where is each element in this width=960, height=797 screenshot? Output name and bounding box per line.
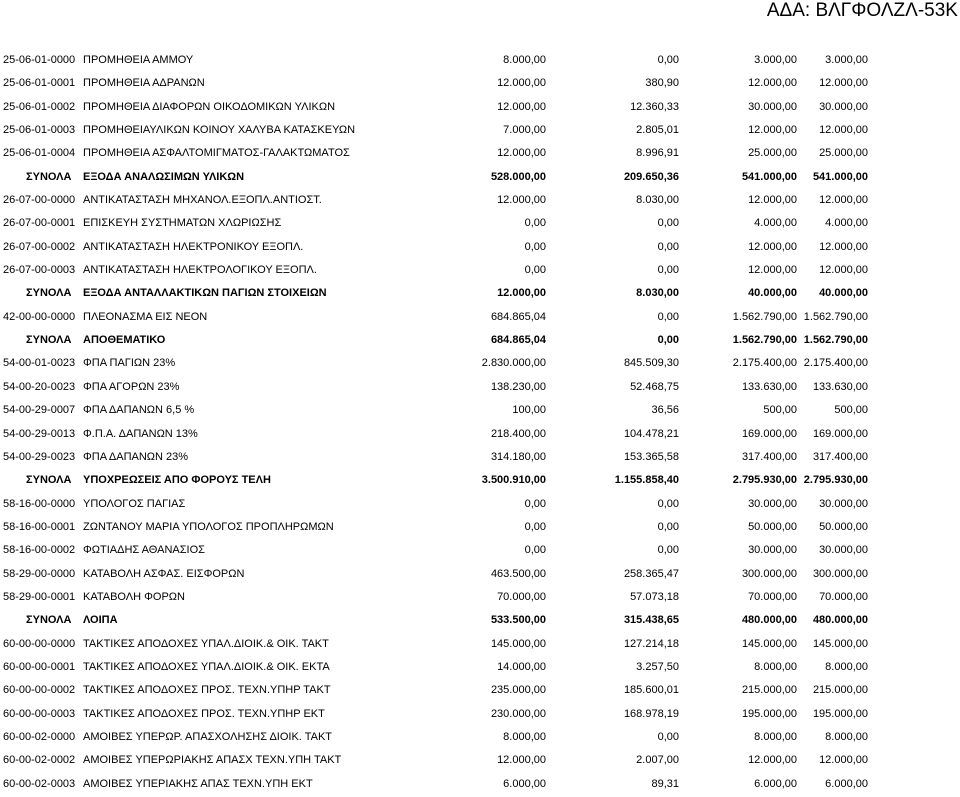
account-description: ΠΡΟΜΗΘΕΙΑ ΑΔΡΑΝΩΝ — [83, 77, 205, 90]
amount-proposed: 1.562.790,00 — [732, 310, 797, 323]
amount-budget: 230.000,00 — [490, 707, 546, 720]
table-row — [0, 447, 960, 470]
account-code: 26-07-00-0003 — [3, 264, 76, 277]
amount-realized: 0,00 — [657, 264, 679, 277]
table-row — [0, 260, 960, 283]
account-description: ΤΑΚΤΙΚΕΣ ΑΠΟΔΟΧΕΣ ΠΡΟΣ. ΤΕΧΝ.ΥΠΗΡ ΤΑΚΤ — [83, 684, 331, 697]
account-description: ΕΠΙΣΚΕΥΗ ΣΥΣΤΗΜΑΤΩΝ ΧΛΩΡΙΩΣΗΣ — [83, 217, 282, 230]
account-description: ΑΝΤΙΚΑΤΑΣΤΑΣΗ ΗΛΕΚΤΡΟΛΟΓΙΚΟΥ ΕΞΟΠΛ. — [83, 264, 317, 277]
account-code: ΣΥΝΟΛΑ — [26, 287, 72, 300]
amount-approved: 30.000,00 — [819, 544, 868, 557]
amount-budget: 138.230,00 — [490, 380, 546, 393]
amount-realized: 1.155.858,40 — [614, 474, 679, 487]
amount-realized: 8.030,00 — [636, 287, 679, 300]
amount-proposed: 30.000,00 — [748, 100, 797, 113]
amount-proposed: 1.562.790,00 — [732, 334, 797, 347]
amount-approved: 317.400,00 — [812, 450, 868, 463]
amount-realized: 127.214,18 — [623, 637, 679, 650]
amount-realized: 8.030,00 — [636, 194, 679, 207]
account-description: ΚΑΤΑΒΟΛΗ ΑΣΦΑΣ. ΕΙΣΦΟΡΩΝ — [83, 567, 245, 580]
amount-budget: 12.000,00 — [497, 77, 546, 90]
amount-realized: 12.360,33 — [630, 100, 679, 113]
table-row — [0, 564, 960, 587]
amount-realized: 0,00 — [657, 217, 679, 230]
account-code: 58-29-00-0000 — [3, 567, 76, 580]
amount-approved: 8.000,00 — [825, 660, 868, 673]
amount-approved: 1.562.790,00 — [803, 310, 868, 323]
account-code: 58-16-00-0001 — [3, 520, 76, 533]
account-description: ΦΠΑ ΔΑΠΑΝΩΝ 23% — [83, 450, 189, 463]
table-row — [0, 680, 960, 703]
table-row — [0, 517, 960, 540]
amount-approved: 70.000,00 — [819, 590, 868, 603]
account-code: 60-00-02-0000 — [3, 730, 76, 743]
amount-budget: 6.000,00 — [503, 777, 546, 790]
table-row — [0, 73, 960, 96]
account-code: 60-00-00-0001 — [3, 660, 76, 673]
table-row — [0, 424, 960, 447]
account-code: 60-00-02-0002 — [3, 754, 76, 767]
account-code: 26-07-00-0002 — [3, 240, 76, 253]
amount-proposed: 12.000,00 — [748, 240, 797, 253]
amount-realized: 57.073,18 — [630, 590, 679, 603]
amount-proposed: 133.630,00 — [741, 380, 797, 393]
amount-approved: 12.000,00 — [819, 124, 868, 137]
account-code: 26-07-00-0001 — [3, 217, 76, 230]
amount-realized: 0,00 — [657, 730, 679, 743]
amount-approved: 2.795.930,00 — [803, 474, 868, 487]
account-code: 60-00-00-0000 — [3, 637, 76, 650]
amount-budget: 0,00 — [524, 217, 546, 230]
amount-proposed: 25.000,00 — [748, 147, 797, 160]
amount-proposed: 195.000,00 — [741, 707, 797, 720]
amount-approved: 195.000,00 — [812, 707, 868, 720]
amount-approved: 40.000,00 — [819, 287, 868, 300]
totals-row — [0, 330, 960, 353]
account-description: ΦΠΑ ΠΑΓΙΩΝ 23% — [83, 357, 176, 370]
table-row — [0, 120, 960, 143]
account-code: 25-06-01-0002 — [3, 100, 76, 113]
account-description: ΠΡΟΜΗΘΕΙΑ ΑΣΦΑΛΤΟΜΙΓΜΑΤΟΣ-ΓΑΛΑΚΤΩΜΑΤΟΣ — [83, 147, 350, 160]
amount-approved: 30.000,00 — [819, 497, 868, 510]
table-row — [0, 143, 960, 166]
amount-budget: 0,00 — [524, 544, 546, 557]
amount-approved: 30.000,00 — [819, 100, 868, 113]
amount-proposed: 2.795.930,00 — [732, 474, 797, 487]
amount-budget: 463.500,00 — [490, 567, 546, 580]
amount-budget: 0,00 — [524, 264, 546, 277]
account-description: ΦΠΑ ΔΑΠΑΝΩΝ 6,5 % — [83, 404, 195, 417]
account-description: ΑΠΟΘΕΜΑΤΙΚΟ — [83, 334, 166, 347]
account-description: ΥΠΟΧΡΕΩΣΕΙΣ ΑΠΟ ΦΟΡΟΥΣ ΤΕΛΗ — [83, 474, 271, 487]
amount-realized: 52.468,75 — [630, 380, 679, 393]
ledger-table — [0, 50, 960, 797]
amount-realized: 0,00 — [657, 240, 679, 253]
amount-approved: 12.000,00 — [819, 264, 868, 277]
amount-approved: 8.000,00 — [825, 730, 868, 743]
table-row — [0, 353, 960, 376]
account-description: ΛΟΙΠΑ — [83, 614, 118, 627]
table-row — [0, 237, 960, 260]
amount-proposed: 40.000,00 — [748, 287, 797, 300]
account-description: ΑΜΟΙΒΕΣ ΥΠΕΡΙΑΚΗΣ ΑΠΑΣ ΤΕΧΝ.ΥΠΗ ΕΚΤ — [83, 777, 313, 790]
account-code: 25-06-01-0001 — [3, 77, 76, 90]
amount-approved: 2.175.400,00 — [803, 357, 868, 370]
account-code: 60-00-00-0003 — [3, 707, 76, 720]
totals-row — [0, 167, 960, 190]
amount-budget: 314.180,00 — [490, 450, 546, 463]
amount-approved: 4.000,00 — [825, 217, 868, 230]
amount-realized: 104.478,21 — [623, 427, 679, 440]
account-code: 25-06-01-0004 — [3, 147, 76, 160]
account-code: 25-06-01-0000 — [3, 54, 76, 66]
account-description: ΤΑΚΤΙΚΕΣ ΑΠΟΔΟΧΕΣ ΥΠΑΛ.ΔΙΟΙΚ.& ΟΙΚ. ΤΑΚΤ — [83, 637, 329, 650]
amount-proposed: 70.000,00 — [748, 590, 797, 603]
account-code: ΣΥΝΟΛΑ — [26, 474, 72, 487]
account-description: ΥΠΟΛΟΓΟΣ ΠΑΓΙΑΣ — [83, 497, 186, 510]
amount-proposed: 145.000,00 — [741, 637, 797, 650]
amount-budget: 3.500.910,00 — [481, 474, 546, 487]
account-code: 58-16-00-0002 — [3, 544, 76, 557]
amount-realized: 89,31 — [651, 777, 679, 790]
amount-budget: 100,00 — [512, 404, 546, 417]
account-description: ΑΝΤΙΚΑΤΑΣΤΑΣΗ ΗΛΕΚΤΡΟΝΙΚΟΥ ΕΞΟΠΛ. — [83, 240, 304, 253]
amount-budget: 684.865,04 — [490, 334, 546, 347]
amount-proposed: 2.175.400,00 — [732, 357, 797, 370]
amount-realized: 0,00 — [657, 310, 679, 323]
amount-realized: 8.996,91 — [636, 147, 679, 160]
account-code: 26-07-00-0000 — [3, 194, 76, 207]
amount-budget: 0,00 — [524, 497, 546, 510]
account-description: ΤΑΚΤΙΚΕΣ ΑΠΟΔΟΧΕΣ ΠΡΟΣ. ΤΕΧΝ.ΥΠΗΡ ΕΚΤ — [83, 707, 325, 720]
account-description: ΑΝΤΙΚΑΤΑΣΤΑΣΗ ΜΗΧΑΝΟΛ.ΕΞΟΠΛ.ΑΝΤΙΟΣΤ. — [83, 194, 322, 207]
account-description: ΑΜΟΙΒΕΣ ΥΠΕΡΩΡΙΑΚΗΣ ΑΠΑΣΧ ΤΕΧΝ.ΥΠΗ ΤΑΚΤ — [83, 754, 342, 767]
table-row — [0, 540, 960, 563]
totals-row — [0, 283, 960, 306]
amount-proposed: 12.000,00 — [748, 124, 797, 137]
account-description: ΠΛΕΟΝΑΣΜΑ ΕΙΣ ΝΕΟΝ — [83, 310, 208, 323]
totals-row — [0, 610, 960, 633]
table-row — [0, 634, 960, 657]
table-row — [0, 213, 960, 236]
account-code: 25-06-01-0003 — [3, 124, 76, 137]
amount-realized: 845.509,30 — [623, 357, 679, 370]
account-description: Φ.Π.Α. ΔΑΠΑΝΩΝ 13% — [83, 427, 198, 440]
amount-budget: 684.865,04 — [490, 310, 546, 323]
amount-approved: 25.000,00 — [819, 147, 868, 160]
account-description: ΠΡΟΜΗΘΕΙΑ ΑΜΜΟΥ — [83, 54, 194, 66]
amount-budget: 12.000,00 — [497, 754, 546, 767]
amount-budget: 528.000,00 — [490, 170, 546, 183]
account-code: 54-00-29-0007 — [3, 404, 76, 417]
amount-budget: 14.000,00 — [497, 660, 546, 673]
amount-budget: 70.000,00 — [497, 590, 546, 603]
amount-realized: 315.438,65 — [623, 614, 679, 627]
account-code: 58-16-00-0000 — [3, 497, 76, 510]
amount-budget: 12.000,00 — [497, 287, 546, 300]
amount-budget: 2.830.000,00 — [481, 357, 546, 370]
amount-realized: 0,00 — [657, 334, 679, 347]
table-row — [0, 587, 960, 610]
account-description: ΦΠΑ ΑΓΟΡΩΝ 23% — [83, 380, 180, 393]
account-code: 54-00-20-0023 — [3, 380, 76, 393]
amount-approved: 12.000,00 — [819, 77, 868, 90]
table-row — [0, 750, 960, 773]
amount-approved: 480.000,00 — [812, 614, 868, 627]
amount-approved: 50.000,00 — [819, 520, 868, 533]
table-row — [0, 307, 960, 330]
amount-proposed: 8.000,00 — [754, 660, 797, 673]
amount-realized: 153.365,58 — [623, 450, 679, 463]
amount-approved: 6.000,00 — [825, 777, 868, 790]
table-row — [0, 377, 960, 400]
amount-realized: 380,90 — [645, 77, 679, 90]
amount-realized: 258.365,47 — [623, 567, 679, 580]
amount-approved: 12.000,00 — [819, 240, 868, 253]
amount-proposed: 8.000,00 — [754, 730, 797, 743]
amount-budget: 533.500,00 — [490, 614, 546, 627]
account-code: ΣΥΝΟΛΑ — [26, 614, 72, 627]
amount-realized: 36,56 — [651, 404, 679, 417]
amount-budget: 0,00 — [524, 240, 546, 253]
amount-approved: 12.000,00 — [819, 754, 868, 767]
amount-proposed: 3.000,00 — [754, 54, 797, 66]
amount-realized: 0,00 — [657, 497, 679, 510]
amount-approved: 1.562.790,00 — [803, 334, 868, 347]
table-row — [0, 97, 960, 120]
amount-realized: 0,00 — [657, 54, 679, 66]
amount-budget: 145.000,00 — [490, 637, 546, 650]
amount-budget: 12.000,00 — [497, 100, 546, 113]
table-row — [0, 494, 960, 517]
amount-proposed: 480.000,00 — [741, 614, 797, 627]
table-row — [0, 190, 960, 213]
amount-realized: 209.650,36 — [623, 170, 679, 183]
amount-budget: 12.000,00 — [497, 194, 546, 207]
totals-row — [0, 470, 960, 493]
amount-proposed: 12.000,00 — [748, 754, 797, 767]
amount-proposed: 12.000,00 — [748, 194, 797, 207]
amount-proposed: 12.000,00 — [748, 77, 797, 90]
account-description: ΑΜΟΙΒΕΣ ΥΠΕΡΩΡ. ΑΠΑΣΧΟΛΗΣΗΣ ΔΙΟΙΚ. ΤΑΚΤ — [83, 730, 333, 743]
amount-approved: 215.000,00 — [812, 684, 868, 697]
ada-header: ΑΔΑ: ΒΛΓΦΟΛΖΛ-53Κ — [766, 0, 958, 21]
amount-approved: 3.000,00 — [825, 54, 868, 66]
table-row — [0, 657, 960, 680]
account-code: ΣΥΝΟΛΑ — [26, 334, 72, 347]
account-description: ΤΑΚΤΙΚΕΣ ΑΠΟΔΟΧΕΣ ΥΠΑΛ.ΔΙΟΙΚ.& ΟΙΚ. ΕΚΤΑ — [83, 660, 330, 673]
amount-approved: 500,00 — [834, 404, 868, 417]
amount-budget: 8.000,00 — [503, 54, 546, 66]
amount-approved: 300.000,00 — [812, 567, 868, 580]
amount-realized: 0,00 — [657, 520, 679, 533]
account-code: 54-00-29-0013 — [3, 427, 76, 440]
amount-proposed: 215.000,00 — [741, 684, 797, 697]
amount-budget: 235.000,00 — [490, 684, 546, 697]
amount-proposed: 541.000,00 — [741, 170, 797, 183]
amount-proposed: 50.000,00 — [748, 520, 797, 533]
account-description: ΠΡΟΜΗΘΕΙΑΥΛΙΚΩΝ ΚΟΙΝΟΥ ΧΑΛΥΒΑ ΚΑΤΑΣΚΕΥΩΝ — [83, 124, 356, 137]
table-row — [0, 774, 960, 797]
amount-approved: 12.000,00 — [819, 194, 868, 207]
table-row — [0, 727, 960, 750]
table-row — [0, 704, 960, 727]
amount-proposed: 500,00 — [763, 404, 797, 417]
amount-proposed: 300.000,00 — [741, 567, 797, 580]
amount-realized: 3.257,50 — [636, 660, 679, 673]
table-row — [0, 400, 960, 423]
amount-approved: 541.000,00 — [812, 170, 868, 183]
amount-approved: 169.000,00 — [812, 427, 868, 440]
account-description: ΕΞΟΔΑ ΑΝΤΑΛΛΑΚΤΙΚΩΝ ΠΑΓΙΩΝ ΣΤΟΙΧΕΙΩΝ — [83, 287, 327, 300]
account-description: ΕΞΟΔΑ ΑΝΑΛΩΣΙΜΩΝ ΥΛΙΚΩΝ — [83, 170, 245, 183]
account-description: ΠΡΟΜΗΘΕΙΑ ΔΙΑΦΟΡΩΝ ΟΙΚΟΔΟΜΙΚΩΝ ΥΛΙΚΩΝ — [83, 100, 336, 113]
account-code: 42-00-00-0000 — [3, 310, 76, 323]
amount-proposed: 30.000,00 — [748, 497, 797, 510]
account-code: 58-29-00-0001 — [3, 590, 76, 603]
account-description: ΖΩΝΤΑΝΟΥ ΜΑΡΙΑ ΥΠΟΛΟΓΟΣ ΠΡΟΠΛΗΡΩΜΩΝ — [83, 520, 334, 533]
amount-proposed: 30.000,00 — [748, 544, 797, 557]
account-description: ΚΑΤΑΒΟΛΗ ΦΟΡΩΝ — [83, 590, 185, 603]
amount-realized: 2.805,01 — [636, 124, 679, 137]
amount-approved: 145.000,00 — [812, 637, 868, 650]
amount-proposed: 317.400,00 — [741, 450, 797, 463]
amount-budget: 12.000,00 — [497, 147, 546, 160]
account-code: ΣΥΝΟΛΑ — [26, 170, 72, 183]
amount-proposed: 4.000,00 — [754, 217, 797, 230]
amount-budget: 7.000,00 — [503, 124, 546, 137]
account-code: 54-00-01-0023 — [3, 357, 76, 370]
amount-realized: 168.978,19 — [623, 707, 679, 720]
account-description: ΦΩΤΙΑΔΗΣ ΑΘΑΝΑΣΙΟΣ — [83, 544, 205, 557]
amount-proposed: 12.000,00 — [748, 264, 797, 277]
amount-proposed: 6.000,00 — [754, 777, 797, 790]
account-code: 60-00-00-0002 — [3, 684, 76, 697]
amount-proposed: 169.000,00 — [741, 427, 797, 440]
table-row — [0, 50, 960, 73]
amount-realized: 185.600,01 — [623, 684, 679, 697]
amount-approved: 133.630,00 — [812, 380, 868, 393]
amount-budget: 8.000,00 — [503, 730, 546, 743]
account-code: 60-00-02-0003 — [3, 777, 76, 790]
amount-budget: 218.400,00 — [490, 427, 546, 440]
amount-realized: 0,00 — [657, 544, 679, 557]
account-code: 54-00-29-0023 — [3, 450, 76, 463]
amount-budget: 0,00 — [524, 520, 546, 533]
amount-realized: 2.007,00 — [636, 754, 679, 767]
